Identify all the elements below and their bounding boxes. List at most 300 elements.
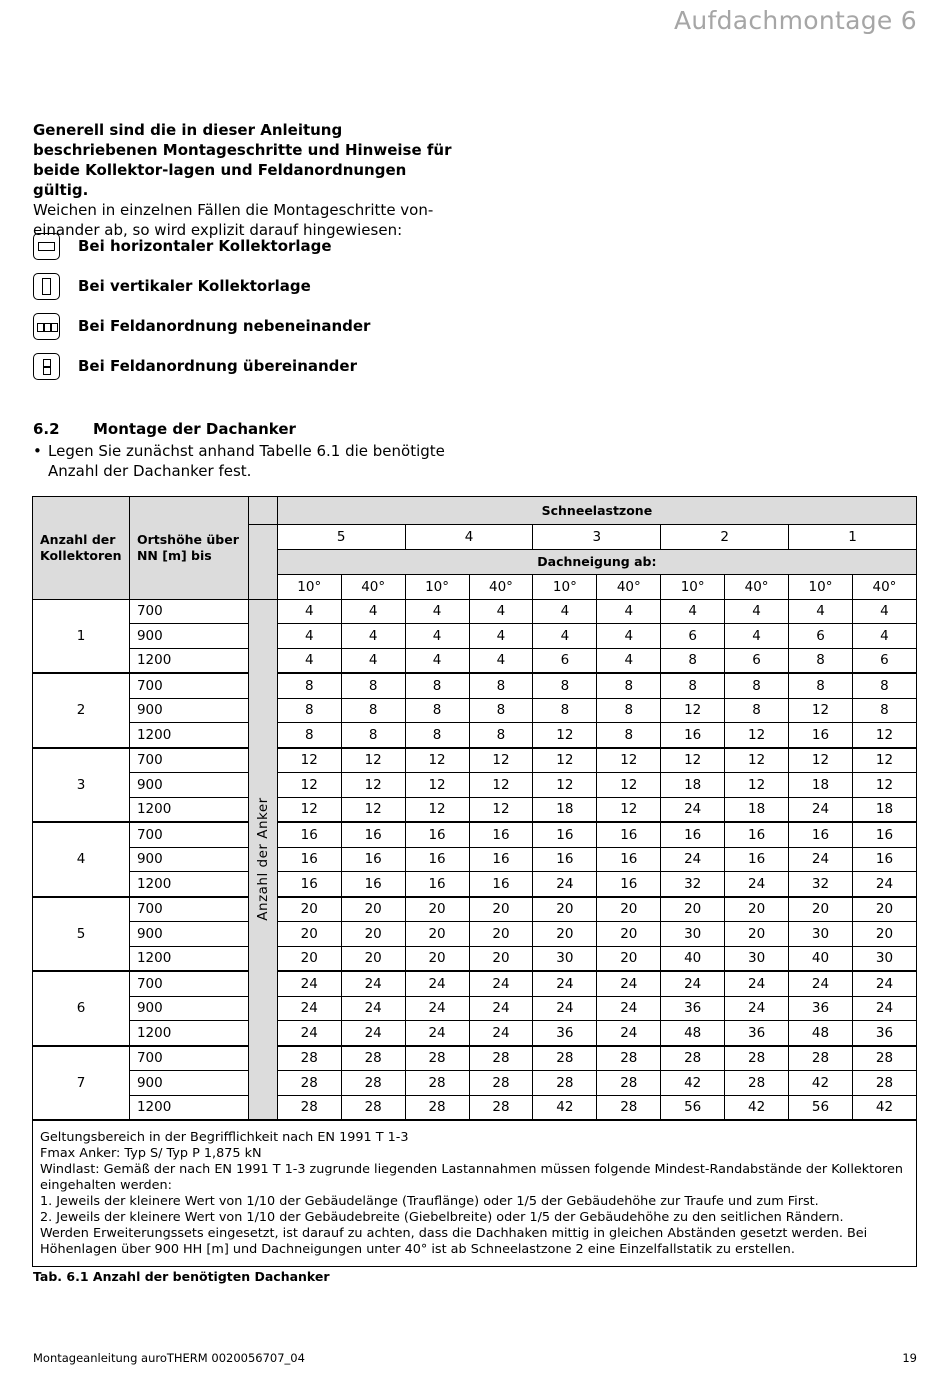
anchor-count-cell: 36 [852, 1021, 916, 1046]
table-row [33, 872, 917, 897]
anchor-count-cell: 24 [597, 971, 661, 996]
anchor-count-cell: 20 [277, 922, 341, 947]
anchor-count-cell: 12 [341, 797, 405, 822]
anchor-count-cell: 20 [341, 946, 405, 971]
anchor-count-cell: 16 [341, 847, 405, 872]
anchor-count-cell: 16 [852, 822, 916, 847]
table-row [33, 599, 917, 624]
anchor-count-cell: 12 [405, 748, 469, 773]
anchor-count-cell: 16 [405, 822, 469, 847]
section-heading [33, 420, 296, 438]
altitude-cell: 1200 [129, 1095, 248, 1120]
anchor-count-cell: 8 [469, 673, 533, 698]
anchor-count-cell: 30 [725, 946, 789, 971]
anchor-count-cell: 8 [789, 673, 853, 698]
anchor-count-cell: 12 [277, 773, 341, 798]
anchor-count-cell: 4 [852, 599, 916, 624]
anchor-count-cell: 8 [469, 723, 533, 748]
anchor-count-cell: 12 [405, 797, 469, 822]
anchor-count-cell: 4 [405, 599, 469, 624]
anchor-count-cell: 28 [277, 1071, 341, 1096]
anchor-count-cell: 24 [405, 996, 469, 1021]
anchor-count-cell: 28 [469, 1046, 533, 1071]
table-row [33, 1095, 917, 1120]
vertical-collector-icon [33, 273, 60, 300]
intro-bold-text: Generell sind die in dieser Anleitung beschriebenen Montageschritte und Hinweise für beide Kollektor-lagen und Feldanordnungen gültig. [33, 121, 452, 199]
anchor-count-cell: 4 [852, 624, 916, 649]
anchor-count-cell: 16 [405, 872, 469, 897]
anchor-count-cell: 16 [789, 723, 853, 748]
anchor-count-cell: 12 [725, 748, 789, 773]
anchor-count-cell: 24 [852, 872, 916, 897]
anchor-count-cell: 24 [725, 971, 789, 996]
intro-text [33, 120, 463, 240]
anchor-count-cell: 4 [277, 624, 341, 649]
anchor-count-cell: 28 [597, 1046, 661, 1071]
altitude-cell: 1200 [129, 946, 248, 971]
table-row [33, 822, 917, 847]
table-row [33, 797, 917, 822]
anchor-count-cell: 24 [469, 971, 533, 996]
anchor-count-cell: 12 [533, 723, 597, 748]
anchor-count-cell: 6 [852, 648, 916, 673]
anchor-count-cell: 48 [661, 1021, 725, 1046]
altitude-cell: 1200 [129, 648, 248, 673]
legend-label: Bei Feldanordnung übereinander [78, 357, 357, 375]
anchor-count-cell: 6 [789, 624, 853, 649]
anchor-count-cell: 24 [789, 797, 853, 822]
anchor-count-cell: 4 [405, 648, 469, 673]
slope-cell: 10° [405, 574, 469, 599]
anchor-count-cell: 28 [789, 1046, 853, 1071]
slope-header: Dachneigung ab: [277, 549, 916, 574]
anchor-count-cell: 4 [277, 648, 341, 673]
anchor-count-cell: 4 [533, 624, 597, 649]
table-row [33, 1046, 917, 1071]
altitude-cell: 700 [129, 1046, 248, 1071]
anchor-count-cell: 24 [405, 1021, 469, 1046]
table-row [33, 723, 917, 748]
anchor-count-cell: 20 [852, 922, 916, 947]
table-row [33, 897, 917, 922]
altitude-cell: 900 [129, 1071, 248, 1096]
legend-label: Bei Feldanordnung nebeneinander [78, 317, 371, 335]
zone-header: 3 [533, 525, 661, 550]
zone-header: 2 [661, 525, 789, 550]
anchor-count-cell: 12 [469, 748, 533, 773]
anchor-count-cell: 8 [341, 673, 405, 698]
anchor-count-side-label [248, 599, 277, 1120]
anchor-count-cell: 28 [661, 1046, 725, 1071]
anchor-count-cell: 4 [341, 624, 405, 649]
altitude-cell: 900 [129, 996, 248, 1021]
section-number: 6.2 [33, 420, 60, 438]
anchor-count-cell: 16 [469, 847, 533, 872]
anchor-count-cell: 16 [533, 847, 597, 872]
anchor-count-cell: 8 [405, 723, 469, 748]
anchor-count-cell: 8 [597, 698, 661, 723]
legend-list [33, 226, 533, 386]
anchor-count-cell: 16 [469, 872, 533, 897]
altitude-cell: 700 [129, 822, 248, 847]
anchor-count-cell: 4 [469, 599, 533, 624]
anchor-count-cell: 12 [852, 723, 916, 748]
anchor-count-cell: 12 [597, 797, 661, 822]
anchor-count-cell: 36 [725, 1021, 789, 1046]
bullet-item [33, 441, 473, 481]
collector-count-cell: 5 [33, 897, 130, 972]
anchor-count-cell: 30 [789, 922, 853, 947]
anchor-count-cell: 36 [661, 996, 725, 1021]
anchor-count-cell: 28 [597, 1071, 661, 1096]
zone-header: 5 [277, 525, 405, 550]
anchor-count-cell: 12 [277, 748, 341, 773]
altitude-cell: 700 [129, 897, 248, 922]
anchor-count-cell: 12 [852, 773, 916, 798]
anchor-count-cell: 12 [597, 773, 661, 798]
anchor-count-cell: 8 [277, 723, 341, 748]
anchor-count-cell: 20 [533, 897, 597, 922]
altitude-cell: 900 [129, 847, 248, 872]
anchor-count-cell: 28 [277, 1046, 341, 1071]
table-row [33, 773, 917, 798]
anchor-count-cell: 42 [661, 1071, 725, 1096]
anchor-count-cell: 16 [533, 822, 597, 847]
anchor-count-cell: 24 [725, 996, 789, 1021]
anchor-count-cell: 24 [533, 971, 597, 996]
anchor-count-cell: 24 [277, 996, 341, 1021]
anchor-count-cell: 12 [341, 773, 405, 798]
slope-cell: 10° [789, 574, 853, 599]
anchor-count-cell: 8 [341, 723, 405, 748]
anchor-count-cell: 16 [405, 847, 469, 872]
anchor-count-cell: 16 [725, 847, 789, 872]
anchor-count-cell: 16 [341, 822, 405, 847]
altitude-cell: 1200 [129, 797, 248, 822]
anchor-count-cell: 8 [725, 673, 789, 698]
anchor-count-cell: 8 [533, 673, 597, 698]
bullet-dot: • [33, 442, 42, 460]
anchor-count-cell: 12 [661, 698, 725, 723]
anchor-count-cell: 42 [789, 1071, 853, 1096]
intro-normal-text: Weichen in einzelnen Fällen die Montageschritte von-einander ab, so wird explizit darauf hingewiesen: [33, 201, 434, 239]
anchor-count-cell: 20 [725, 922, 789, 947]
anchor-count-cell: 12 [725, 773, 789, 798]
anchor-count-cell: 12 [469, 797, 533, 822]
anchor-count-cell: 28 [725, 1071, 789, 1096]
anchor-count-cell: 12 [341, 748, 405, 773]
bullet-text: Legen Sie zunächst anhand Tabelle 6.1 die benötigte Anzahl der Dachanker fest. [48, 442, 445, 480]
anchor-count-cell: 20 [597, 897, 661, 922]
collector-count-cell: 4 [33, 822, 130, 897]
anchor-count-cell: 16 [597, 872, 661, 897]
anchor-count-cell: 12 [725, 723, 789, 748]
anchor-count-cell: 4 [469, 624, 533, 649]
anchor-count-cell: 28 [405, 1046, 469, 1071]
anchor-count-cell: 16 [597, 822, 661, 847]
anchor-count-cell: 12 [661, 748, 725, 773]
anchor-count-cell: 20 [341, 922, 405, 947]
anchor-count-cell: 16 [469, 822, 533, 847]
anchor-count-cell: 24 [277, 1021, 341, 1046]
anchor-count-cell: 56 [789, 1095, 853, 1120]
notes-row [33, 1120, 917, 1267]
altitude-cell: 1200 [129, 872, 248, 897]
anchor-count-cell: 4 [725, 599, 789, 624]
anchor-count-cell: 28 [852, 1046, 916, 1071]
collector-count-cell: 1 [33, 599, 130, 673]
anchor-count-cell: 24 [852, 971, 916, 996]
anchor-count-cell: 28 [533, 1071, 597, 1096]
anchor-count-cell: 20 [341, 897, 405, 922]
anchor-count-cell: 20 [469, 946, 533, 971]
anchor-count-cell: 8 [789, 648, 853, 673]
altitude-cell: 900 [129, 624, 248, 649]
anchor-count-cell: 8 [469, 698, 533, 723]
table-row [33, 971, 917, 996]
anchor-count-cell: 24 [533, 996, 597, 1021]
anchor-count-cell: 28 [341, 1046, 405, 1071]
anchor-count-cell: 18 [533, 797, 597, 822]
table-row [33, 1071, 917, 1096]
footer-text: Montageanleitung auroTHERM 0020056707_04 [33, 1351, 305, 1365]
altitude-cell: 900 [129, 773, 248, 798]
anchor-count-cell: 12 [852, 748, 916, 773]
anchor-count-cell: 30 [661, 922, 725, 947]
table-notes [33, 1120, 917, 1267]
anchor-count-cell: 36 [533, 1021, 597, 1046]
anchor-count-cell: 28 [533, 1046, 597, 1071]
side-label-text: Anzahl der Anker [254, 797, 271, 921]
altitude-cell: 1200 [129, 723, 248, 748]
anchor-count-cell: 4 [341, 599, 405, 624]
anchor-count-cell: 28 [341, 1071, 405, 1096]
table-row [33, 847, 917, 872]
anchor-count-cell: 20 [597, 922, 661, 947]
anchor-count-cell: 28 [341, 1095, 405, 1120]
anchor-count-cell: 16 [852, 847, 916, 872]
anchor-count-cell: 40 [661, 946, 725, 971]
anchor-count-cell: 4 [597, 648, 661, 673]
table-caption: Tab. 6.1 Anzahl der benötigten Dachanker [33, 1269, 330, 1284]
anchor-count-cell: 4 [405, 624, 469, 649]
anchor-count-cell: 28 [405, 1071, 469, 1096]
anchor-count-cell: 56 [661, 1095, 725, 1120]
anchor-count-cell: 12 [405, 773, 469, 798]
anchor-count-cell: 24 [789, 847, 853, 872]
anchor-count-cell: 8 [661, 673, 725, 698]
anchor-count-cell: 8 [852, 673, 916, 698]
anchor-count-cell: 8 [405, 673, 469, 698]
anchor-count-cell: 20 [469, 922, 533, 947]
table-row [33, 1021, 917, 1046]
horizontal-collector-icon [33, 233, 60, 260]
snow-zone-header: Schneelastzone [277, 497, 916, 525]
table-row [33, 698, 917, 723]
altitude-cell: 900 [129, 922, 248, 947]
anchor-count-cell: 20 [277, 946, 341, 971]
anchor-count-cell: 24 [341, 1021, 405, 1046]
anchor-count-cell: 12 [533, 773, 597, 798]
anchor-count-cell: 20 [725, 897, 789, 922]
anchor-count-cell: 6 [533, 648, 597, 673]
collector-count-cell: 7 [33, 1046, 130, 1121]
table-body [33, 599, 917, 1267]
altitude-cell: 900 [129, 698, 248, 723]
altitude-cell: 700 [129, 599, 248, 624]
anchor-count-cell: 32 [661, 872, 725, 897]
anchor-count-cell: 30 [533, 946, 597, 971]
anchor-count-cell: 28 [725, 1046, 789, 1071]
anchor-count-cell: 40 [789, 946, 853, 971]
zone-header: 4 [405, 525, 533, 550]
table-row [33, 946, 917, 971]
slope-cell: 40° [341, 574, 405, 599]
anchor-count-cell: 16 [341, 872, 405, 897]
anchor-count-cell: 20 [789, 897, 853, 922]
anchor-count-cell: 24 [341, 996, 405, 1021]
anchor-count-cell: 18 [725, 797, 789, 822]
anchor-count-cell: 20 [661, 897, 725, 922]
section-title: Montage der Dachanker [93, 420, 296, 438]
table-row [33, 922, 917, 947]
legend-item-horizontal [33, 226, 533, 266]
anchor-count-cell: 28 [597, 1095, 661, 1120]
anchor-count-cell: 4 [597, 624, 661, 649]
anchor-count-cell: 8 [661, 648, 725, 673]
legend-item-side-by-side [33, 306, 533, 346]
collector-count-cell: 2 [33, 673, 130, 748]
anchor-count-cell: 16 [789, 822, 853, 847]
altitude-cell: 700 [129, 748, 248, 773]
anchor-count-cell: 24 [597, 996, 661, 1021]
anchor-count-cell: 24 [533, 872, 597, 897]
page-number: 19 [902, 1351, 917, 1365]
anchor-count-cell: 8 [725, 698, 789, 723]
anchor-count-cell: 24 [405, 971, 469, 996]
chapter-title: Aufdachmontage 6 [673, 6, 917, 35]
anchor-count-cell: 24 [469, 1021, 533, 1046]
anchor-count-cell: 24 [661, 847, 725, 872]
anchor-count-cell: 20 [405, 922, 469, 947]
slope-cell: 10° [661, 574, 725, 599]
stacked-icon [33, 353, 60, 380]
note-line: Geltungsbereich in der Begrifflichkeit nach EN 1991 T 1-3 [40, 1130, 409, 1145]
anchor-count-cell: 24 [341, 971, 405, 996]
anchor-count-cell: 42 [852, 1095, 916, 1120]
note-line: 2. Jeweils der kleinere Wert von 1/10 der Gebäudebreite (Giebelbreite) oder 1/5 der Gebäudehöhe zu den seitlichen Rändern. [40, 1210, 844, 1225]
anchor-count-cell: 20 [533, 922, 597, 947]
anchor-count-cell: 4 [725, 624, 789, 649]
note-line: Fmax Anker: Typ S/ Typ P 1,875 kN [40, 1146, 262, 1161]
anchor-count-cell: 8 [277, 698, 341, 723]
table-row [33, 996, 917, 1021]
anchor-count-cell: 36 [789, 996, 853, 1021]
anchor-count-cell: 24 [852, 996, 916, 1021]
anchor-count-cell: 28 [405, 1095, 469, 1120]
anchor-count-cell: 16 [277, 847, 341, 872]
anchor-count-cell: 20 [469, 897, 533, 922]
blank-header-cell [248, 525, 277, 600]
anchor-count-cell: 42 [725, 1095, 789, 1120]
slope-cell: 40° [597, 574, 661, 599]
anchor-count-cell: 32 [789, 872, 853, 897]
legend-item-stacked [33, 346, 533, 386]
slope-cell: 10° [277, 574, 341, 599]
anchor-count-cell: 18 [789, 773, 853, 798]
table-row [33, 673, 917, 698]
anchor-count-cell: 24 [597, 1021, 661, 1046]
table-row [33, 748, 917, 773]
anchor-count-cell: 24 [725, 872, 789, 897]
anchor-count-cell: 8 [852, 698, 916, 723]
anchor-count-cell: 8 [533, 698, 597, 723]
anchor-count-cell: 4 [661, 599, 725, 624]
anchor-count-cell: 8 [405, 698, 469, 723]
anchor-count-cell: 20 [277, 897, 341, 922]
anchor-count-cell: 24 [277, 971, 341, 996]
anchor-count-cell: 24 [661, 971, 725, 996]
anchor-count-cell: 18 [852, 797, 916, 822]
anchor-count-cell: 4 [277, 599, 341, 624]
anchor-count-cell: 4 [341, 648, 405, 673]
anchor-count-cell: 4 [533, 599, 597, 624]
anchor-count-cell: 20 [597, 946, 661, 971]
anchor-count-cell: 12 [277, 797, 341, 822]
anchor-count-cell: 20 [405, 897, 469, 922]
collector-count-cell: 6 [33, 971, 130, 1046]
note-line: 1. Jeweils der kleinere Wert von 1/10 der Gebäudelänge (Trauflänge) oder 1/5 der Gebäudehöhe zur Traufe und zum First. [40, 1194, 819, 1209]
anchor-count-cell: 6 [661, 624, 725, 649]
anchor-count-cell: 12 [789, 698, 853, 723]
anchor-count-cell: 16 [725, 822, 789, 847]
anchor-count-cell: 20 [852, 897, 916, 922]
anchor-table [32, 496, 917, 1267]
anchor-count-cell: 12 [789, 748, 853, 773]
anchor-count-cell: 16 [597, 847, 661, 872]
anchor-count-cell: 8 [277, 673, 341, 698]
anchor-count-cell: 28 [469, 1095, 533, 1120]
legend-item-vertical [33, 266, 533, 306]
anchor-count-cell: 16 [661, 822, 725, 847]
anchor-count-cell: 6 [725, 648, 789, 673]
note-line: Werden Erweiterungssets eingesetzt, ist darauf zu achten, dass die Dachhaken mittig in gleichen Abständen gesetzt werden. Bei Höhenlagen über 900 HH [m] und Dachneigungen unter 40° ist ab Schneelastzone 2 eine Einzelfallstatik zu erstellen. [40, 1226, 868, 1257]
slope-cell: 40° [852, 574, 916, 599]
anchor-count-cell: 16 [277, 822, 341, 847]
anchor-count-cell: 42 [533, 1095, 597, 1120]
altitude-header: Ortshöhe über NN [m] bis [129, 497, 248, 600]
legend-label: Bei horizontaler Kollektorlage [78, 237, 332, 255]
altitude-cell: 700 [129, 971, 248, 996]
slope-cell: 40° [469, 574, 533, 599]
anchor-count-cell: 12 [597, 748, 661, 773]
anchor-count-cell: 20 [405, 946, 469, 971]
anchor-count-cell: 8 [597, 723, 661, 748]
anchor-count-cell: 16 [277, 872, 341, 897]
anchor-count-cell: 24 [789, 971, 853, 996]
blank-header-cell [248, 497, 277, 525]
anchor-count-cell: 16 [661, 723, 725, 748]
table-row [33, 648, 917, 673]
legend-label: Bei vertikaler Kollektorlage [78, 277, 311, 295]
altitude-cell: 700 [129, 673, 248, 698]
anchor-count-cell: 8 [341, 698, 405, 723]
anchor-count-cell: 48 [789, 1021, 853, 1046]
anchor-count-cell: 18 [661, 773, 725, 798]
anchor-count-cell: 28 [469, 1071, 533, 1096]
anchor-count-cell: 28 [852, 1071, 916, 1096]
anchor-count-cell: 30 [852, 946, 916, 971]
